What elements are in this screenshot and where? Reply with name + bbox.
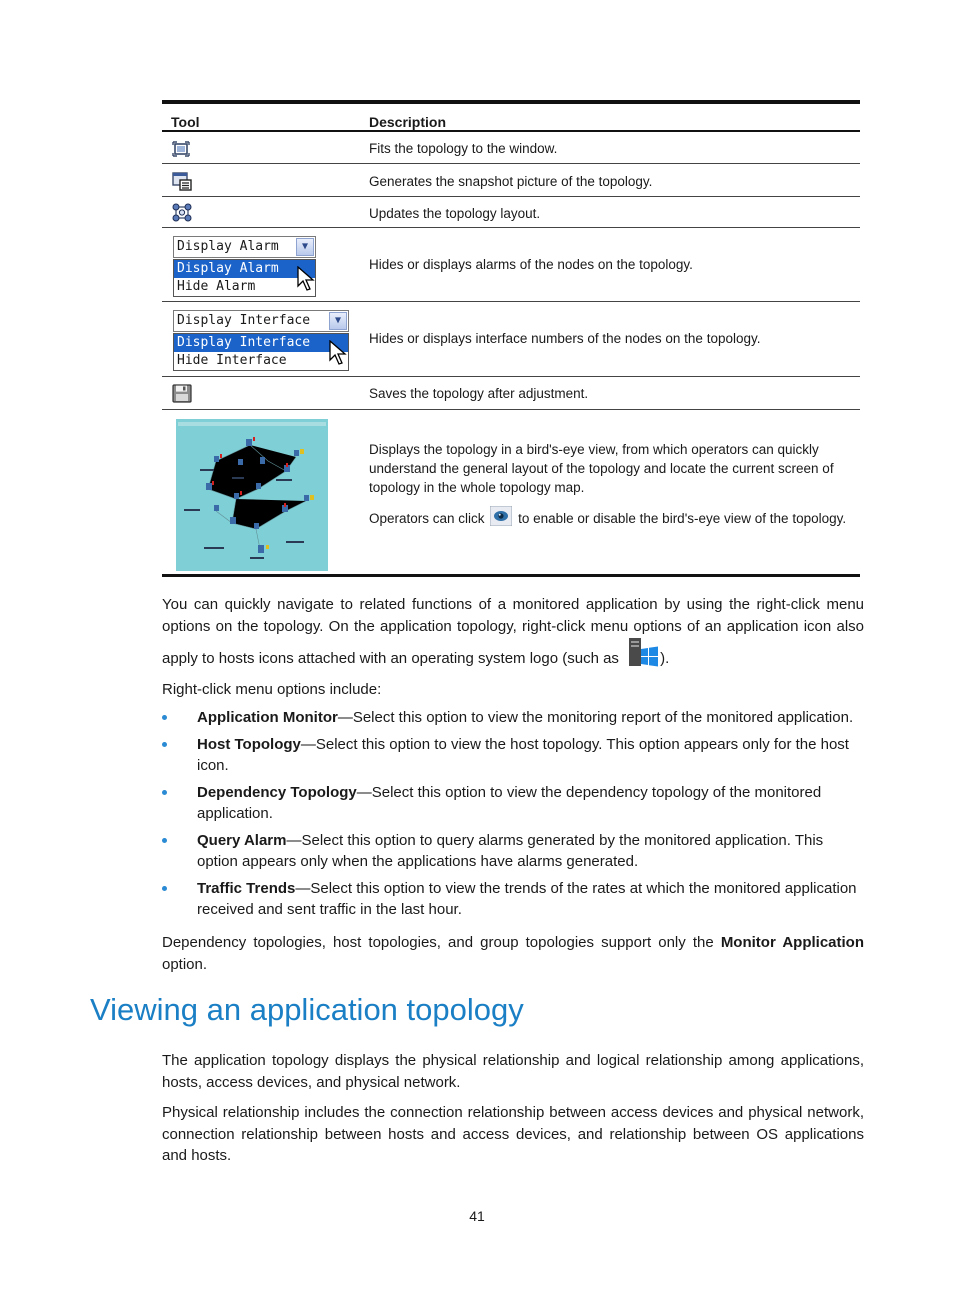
birds-eye-map-thumbnail	[176, 419, 328, 571]
row-description: Displays the topology in a bird's-eye view, from which operators can quickly understand the general layout of the topology and locate the current screen of topology in the whole topology map.	[369, 442, 834, 495]
option-hide-alarm[interactable]: Hide Alarm	[177, 279, 256, 294]
mouse-cursor-icon	[329, 340, 347, 366]
bullet-icon	[162, 790, 167, 795]
option-hide-interface[interactable]: Hide Interface	[177, 353, 287, 368]
interface-options-list	[173, 333, 349, 371]
chevron-down-icon[interactable]: ▼	[296, 238, 314, 256]
birds-eye-toggle-icon[interactable]	[490, 506, 512, 526]
right-click-options-list	[162, 707, 864, 921]
fit-window-icon	[172, 141, 190, 157]
table-header	[162, 104, 860, 132]
header-description: Description	[369, 114, 447, 130]
interface-select-value[interactable]: Display Interface ▼	[173, 310, 349, 332]
row-description: Hides or displays interface numbers of the nodes on the topology.	[369, 331, 761, 346]
table-row	[162, 132, 860, 164]
interface-display-select[interactable]	[173, 310, 349, 371]
table-row	[162, 410, 860, 574]
list-item: Dependency Topology—Select this option to view the dependency topology of the monitored application.	[162, 782, 864, 825]
option-display-interface[interactable]: Display Interface	[174, 334, 348, 352]
row-description: Fits the topology to the window.	[369, 141, 558, 156]
list-item: Host Topology—Select this option to view the host topology. This option appears only for the host icon.	[162, 734, 864, 777]
alarm-select-value[interactable]: Display Alarm ▼	[173, 236, 316, 258]
alarm-display-select[interactable]	[173, 236, 316, 297]
row-description: Saves the topology after adjustment.	[369, 386, 589, 401]
page-number: 41	[469, 1208, 485, 1224]
row-description: Generates the snapshot picture of the topology.	[369, 174, 653, 189]
header-tool: Tool	[171, 114, 200, 130]
os-host-icon	[626, 637, 660, 667]
save-icon	[172, 384, 192, 403]
row-description: Updates the topology layout.	[369, 206, 541, 221]
layout-update-icon	[172, 203, 192, 222]
section-paragraph-2: Physical relationship includes the connection relationship between access devices and physical network, connection relationship between hosts and access devices, and relationship between OS applications and hosts.	[162, 1104, 864, 1164]
list-item: Traffic Trends—Select this option to view the trends of the rates at which the monitored application received and sent traffic in the last hour.	[162, 878, 864, 921]
table-row	[162, 377, 860, 410]
bullet-icon	[162, 886, 167, 891]
table-row	[162, 197, 860, 228]
table-row	[162, 302, 860, 377]
snapshot-icon	[172, 172, 192, 191]
menu-options-intro: Right-click menu options include:	[162, 681, 382, 698]
row-description: Hides or displays alarms of the nodes on the topology.	[369, 257, 693, 272]
list-item: Application Monitor—Select this option to view the monitoring report of the monitored application.	[162, 707, 864, 729]
table-row	[162, 228, 860, 302]
section-paragraph-1: The application topology displays the physical relationship and logical relationship among applications, hosts, access devices, and physical network.	[162, 1052, 864, 1091]
table-row	[162, 164, 860, 197]
alarm-options-list	[173, 259, 316, 297]
section-heading: Viewing an application topology	[90, 992, 524, 1027]
chevron-down-icon[interactable]: ▼	[329, 312, 347, 330]
mouse-cursor-icon	[297, 266, 315, 292]
birds-eye-toggle-note: Operators can click to enable or disable the bird's-eye view of the topology.	[369, 506, 853, 529]
tools-table	[162, 100, 860, 577]
list-item: Query Alarm—Select this option to query alarms generated by the monitored application. This option appears only when the applications have alarms generated.	[162, 830, 864, 873]
option-display-alarm[interactable]: Display Alarm	[174, 260, 315, 278]
dependency-note: Dependency topologies, host topologies, and group topologies support only the Monitor Application option.	[162, 934, 864, 973]
intro-paragraph: You can quickly navigate to related functions of a monitored application by using the right-click menu options on the topology. On the application topology, right-click menu options of an application icon also apply to hosts icons attached with an operating system logo (such as ).	[162, 596, 864, 667]
bullet-icon	[162, 742, 167, 747]
bullet-icon	[162, 715, 167, 720]
bullet-icon	[162, 838, 167, 843]
